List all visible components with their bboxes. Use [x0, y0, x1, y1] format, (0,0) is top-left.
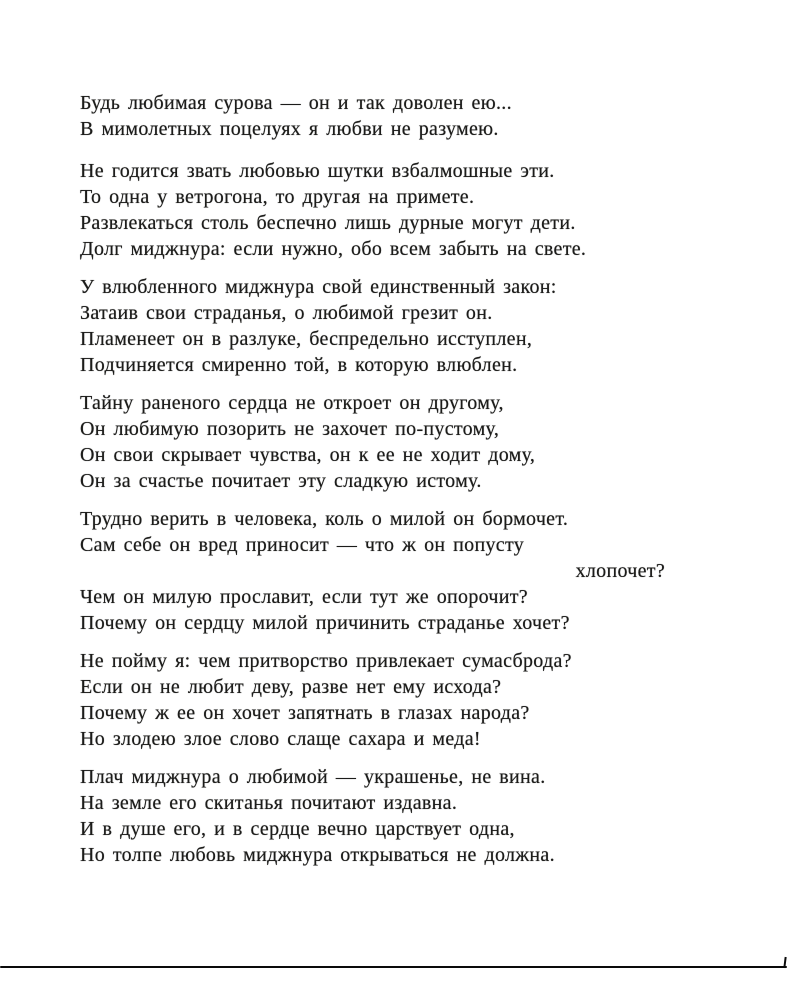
poem-line-runover: хлопочет?	[575, 560, 665, 582]
stanza	[80, 764, 665, 868]
poem-line: Он за счастье почитает эту сладкую истому.	[80, 470, 482, 492]
poem-line: Долг миджнура: если нужно, обо всем забыть на свете.	[80, 238, 587, 260]
poem-line: Пламенеет он в разлуке, беспредельно исступлен,	[80, 328, 533, 350]
poem-line: И в душе его, и в сердце вечно царствует одна,	[80, 818, 515, 840]
poem-line: Если он не любит деву, разве нет ему исхода?	[80, 676, 502, 698]
poem-line: Не годится звать любовью шутки взбалмошные эти.	[80, 160, 555, 182]
poem-line: В мимолетных поцелуях я любви не разумею.	[80, 118, 499, 140]
stanza	[80, 90, 665, 142]
stanza	[80, 158, 665, 262]
poem-line: На земле его скитанья почитают издавна.	[80, 792, 458, 814]
poem-line: Будь любимая сурова — он и так доволен ею...	[80, 92, 512, 114]
poem-line: Трудно верить в человека, коль о милой он бормочет.	[80, 508, 569, 530]
poem-line: Подчиняется смиренно той, в которую влюблен.	[80, 354, 518, 376]
poem-line: Почему ж ее он хочет запятнать в глазах народа?	[80, 702, 530, 724]
poem-line: Сам себе он вред приносит — что ж он попусту	[80, 534, 525, 556]
poem-line: Тайну раненого сердца не откроет он другому,	[80, 392, 504, 414]
poem-line: Он свои скрывает чувства, он к ее не ходит дому,	[80, 444, 536, 466]
poem-line: Затаив свои страданья, о любимой грезит он.	[80, 302, 493, 324]
poem-line: Чем он милую прославит, если тут же опорочит?	[80, 586, 528, 608]
stanza	[80, 274, 665, 378]
poem-line: Плач миджнура о любимой — украшенье, не вина.	[80, 766, 546, 788]
poem-text-block	[80, 90, 665, 880]
poem-line: То одна у ветрогона, то другая на примете.	[80, 186, 475, 208]
poem-line: Не пойму я: чем притворство привлекает сумасброда?	[80, 650, 572, 672]
poem-line: Развлекаться столь беспечно лишь дурные могут дети.	[80, 212, 576, 234]
stanza	[80, 648, 665, 752]
poem-line: Почему он сердцу милой причинить страданье хочет?	[80, 612, 570, 634]
stanza	[80, 506, 665, 636]
poem-line: Но толпе любовь миджнура открываться не должна.	[80, 844, 555, 866]
stanza	[80, 390, 665, 494]
poem-line: У влюбленного миджнура свой единственный закон:	[80, 276, 557, 298]
poem-line: Он любимую позорить не захочет по-пустому,	[80, 418, 500, 440]
scan-artifact-line	[0, 966, 787, 968]
poem-line: Но злодею злое слово слаще сахара и меда!	[80, 728, 481, 750]
